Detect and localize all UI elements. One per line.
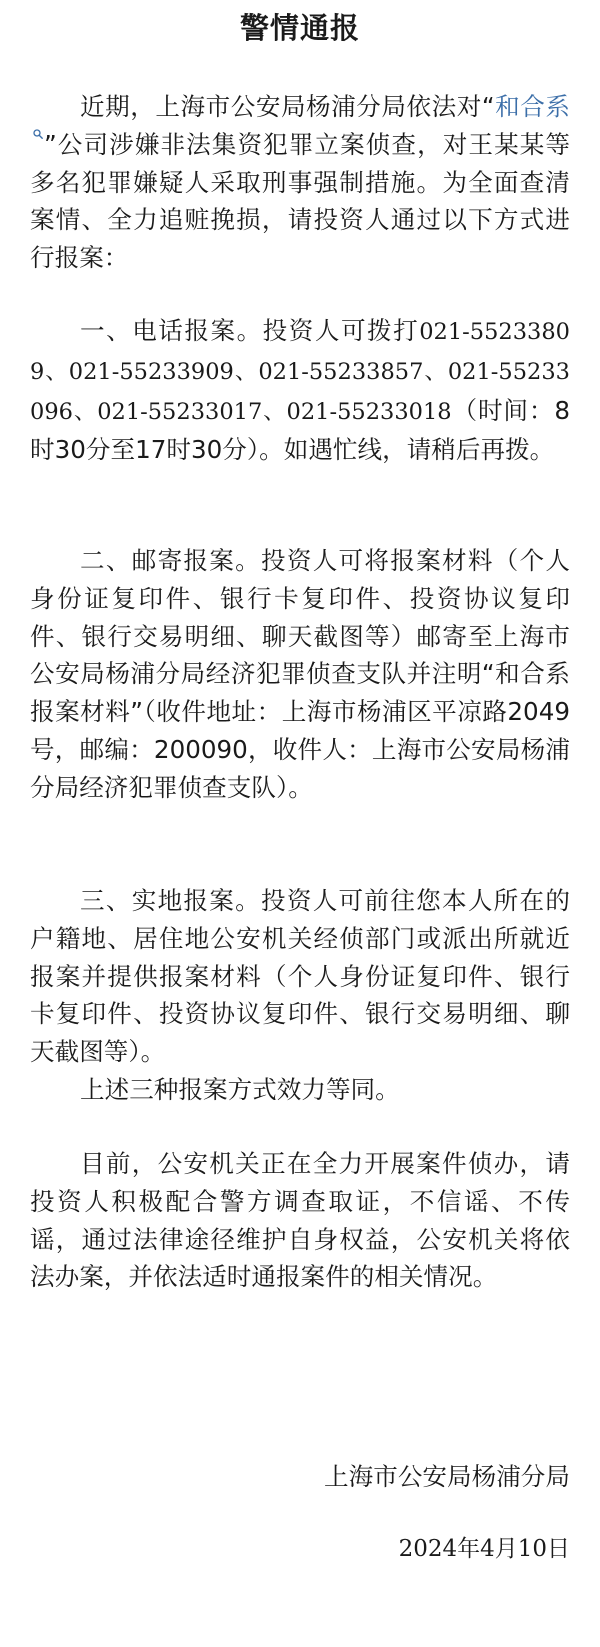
signature-organization: 上海市公安局杨浦分局	[324, 1462, 570, 1491]
phone-report-hours: （时间：8时30分至17时30分）。如遇忙线，请稍后再拨。	[30, 395, 570, 465]
phone-report-paragraph	[30, 312, 570, 469]
onsite-report-paragraph: 三、实地报案。投资人可前往您本人所在的户籍地、居住地公安机关经侦部门或派出所就近报案并提供报案材料（个人身份证复印件、银行卡复印件、投资协议复印件、银行交易明细、聊天截图等）。	[30, 886, 570, 1067]
search-icon	[33, 129, 43, 139]
intro-text-after: ”公司涉嫌非法集资犯罪立案侦查，对王某某等多名犯罪嫌疑人采取刑事强制措施。为全面查清案情、全力追赃挽损，请投资人通过以下方式进行报案：	[30, 129, 570, 273]
mail-report-paragraph: 二、邮寄报案。投资人可将报案材料（个人身份证复印件、银行卡复印件、投资协议复印件、银行交易明细、聊天截图等）邮寄至上海市公安局杨浦分局经济犯罪侦查支队并注明“和合系报案材料”（收件地址：上海市杨浦区平凉路2049号，邮编：200090，收件人：上海市公安局杨浦分局经济犯罪侦查支队）。	[30, 546, 570, 802]
intro-text-before: 近期，上海市公安局杨浦分局依法对“	[80, 92, 495, 121]
page-title: 警情通报	[239, 11, 360, 45]
closing-paragraph: 目前，公安机关正在全力开展案件侦办，请投资人积极配合警方调查取证，不信谣、不传谣，通过法律途径维护自身权益，公安机关将依法办案，并依法适时通报案件的相关情况。	[30, 1149, 570, 1292]
intro-paragraph	[30, 88, 570, 277]
equal-validity-paragraph: 上述三种报案方式效力等同。	[80, 1075, 400, 1104]
signature-date: 2024年4月10日	[398, 1536, 570, 1562]
phone-numbers: 021-55233809、021-55233909、021-55233857、021-55233096、021-55233017、021-55233018	[30, 319, 570, 425]
phone-report-lead: 一、电话报案。投资人可拨打	[80, 316, 420, 345]
he-he-xi-link-text: 和合系	[494, 92, 570, 121]
